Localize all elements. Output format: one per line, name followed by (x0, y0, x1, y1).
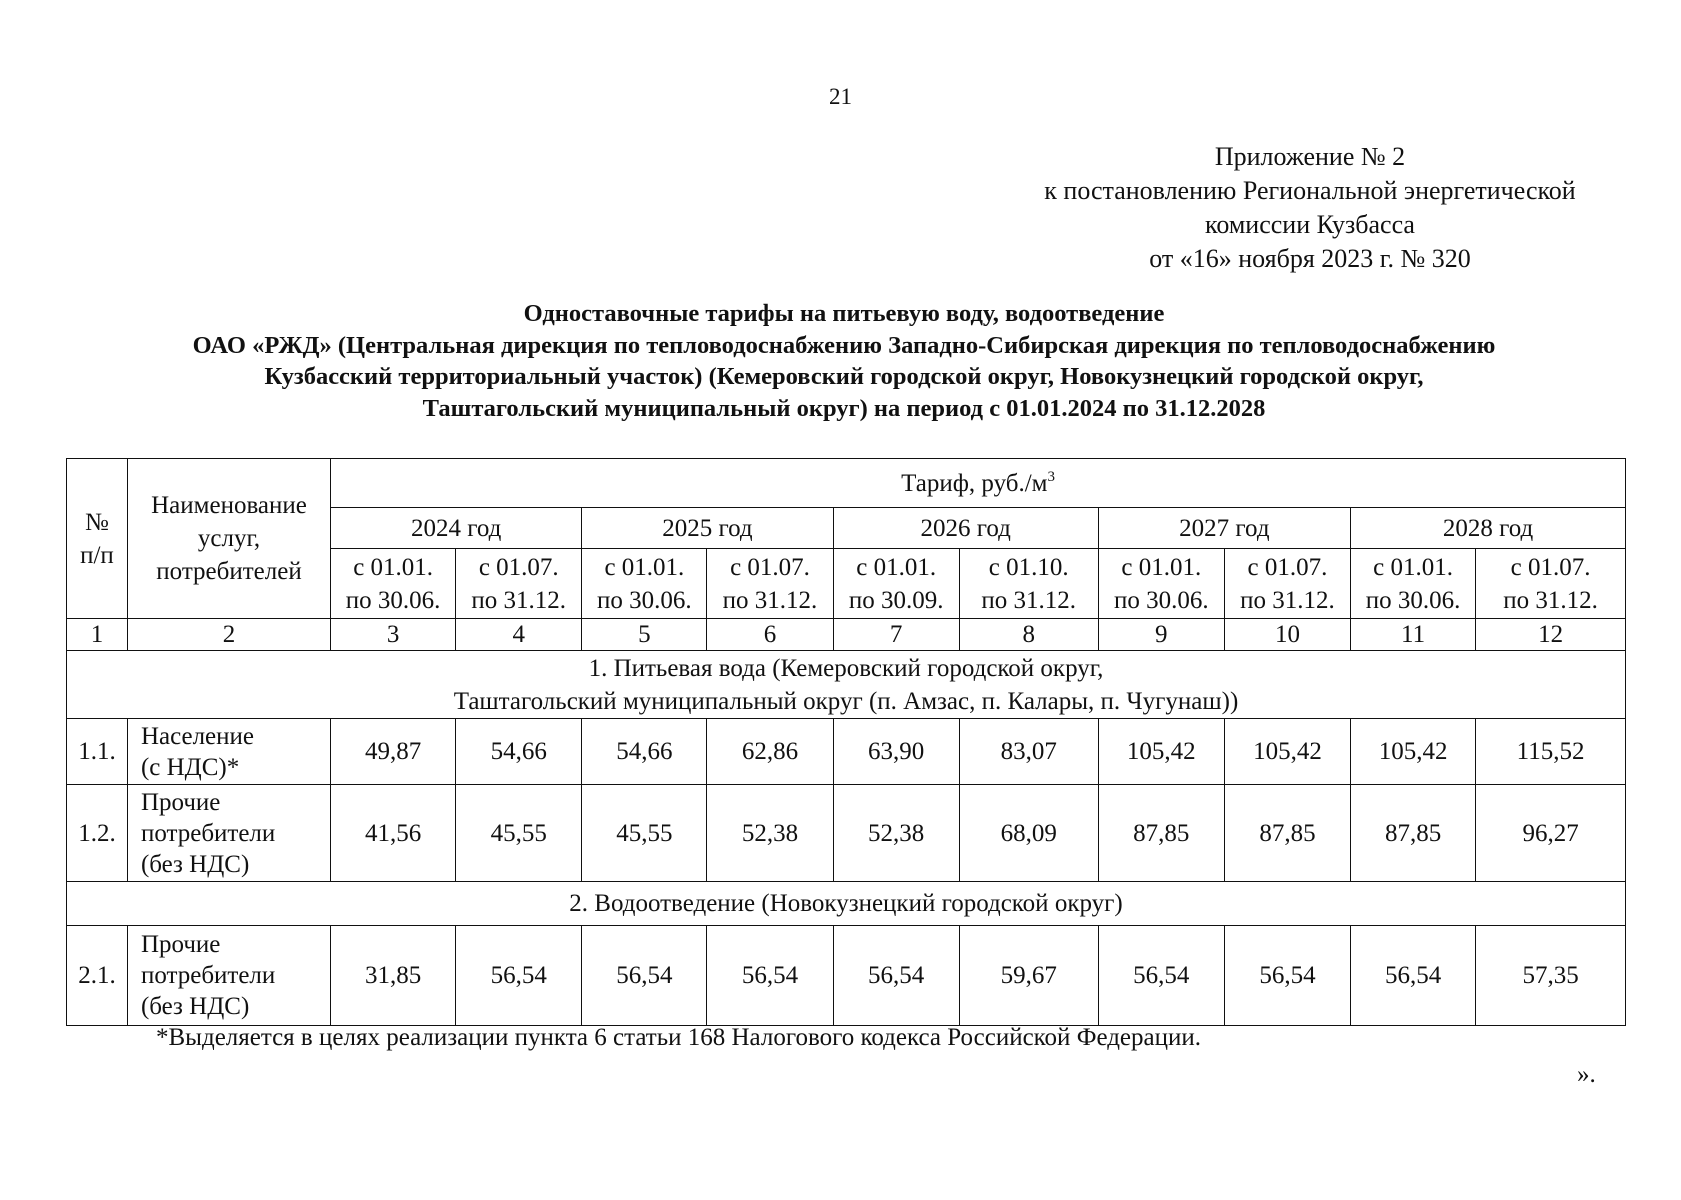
row-name-line: потребители (140, 962, 276, 989)
period-cell (833, 549, 959, 619)
column-number: 6 (707, 619, 833, 651)
title-line: Кузбасский территориальный участок) (Кемеровский городской округ, Новокузнецкий городской округ, (264, 363, 1424, 390)
tariff-value: 68,09 (959, 785, 1098, 882)
period-cell (1351, 549, 1476, 619)
period-from: с 01.01. (1121, 553, 1202, 581)
row-number: 1.2. (67, 785, 128, 882)
column-number: 8 (959, 619, 1098, 651)
header-name-line: услуг, (197, 525, 261, 552)
row-name-line: Прочие (140, 931, 221, 958)
tariff-value: 59,67 (959, 926, 1098, 1026)
header-name-line: потребителей (156, 558, 302, 585)
tariff-value: 41,56 (331, 785, 456, 882)
table-row (67, 785, 1626, 882)
row-name (127, 785, 330, 882)
header-name (127, 459, 330, 619)
tariff-label: Тариф, руб./м (901, 469, 1048, 497)
period-from: с 01.01. (604, 553, 685, 581)
column-number: 4 (456, 619, 582, 651)
column-number: 11 (1351, 619, 1476, 651)
tariff-value: 52,38 (707, 785, 833, 882)
annex-line: комиссии Кузбасса (1205, 210, 1415, 239)
column-numbers-row (67, 619, 1626, 651)
period-from: с 01.01. (1373, 553, 1453, 581)
period-to: по 31.12. (1503, 586, 1598, 614)
header-row-tariff (67, 459, 1626, 508)
period-to: по 31.12. (722, 586, 818, 614)
column-number: 12 (1476, 619, 1626, 651)
period-to: по 31.12. (1240, 586, 1335, 614)
row-number: 2.1. (67, 926, 128, 1026)
tariff-value: 49,87 (331, 719, 456, 785)
column-number: 1 (67, 619, 128, 651)
period-cell (1098, 549, 1224, 619)
period-to: по 30.06. (345, 586, 441, 614)
row-name-line: (с НДС)* (140, 753, 240, 781)
year-2024: 2024 год (331, 508, 582, 549)
column-number: 9 (1098, 619, 1224, 651)
header-num-line: п/п (80, 541, 114, 569)
document-title (60, 298, 1628, 424)
title-line: Одноставочные тарифы на питьевую воду, водоотведение (523, 300, 1165, 327)
tariff-value: 56,54 (456, 926, 582, 1026)
year-2025: 2025 год (582, 508, 833, 549)
header-num-line: № (85, 508, 109, 536)
period-to: по 30.06. (597, 586, 692, 614)
row-name-line: потребители (140, 819, 276, 847)
footnote: *Выделяется в целях реализации пункта 6 статьи 168 Налогового кодекса Российской Федерации. (156, 1024, 1202, 1051)
tariff-value: 56,54 (1098, 926, 1224, 1026)
tariff-value: 31,85 (331, 926, 456, 1026)
tariff-value: 56,54 (1224, 926, 1350, 1026)
table-row (67, 926, 1626, 1026)
period-to: по 31.12. (471, 586, 567, 614)
period-to: по 30.06. (1113, 586, 1209, 614)
period-from: с 01.07. (1247, 553, 1328, 581)
period-to: по 30.09. (848, 586, 944, 614)
column-number: 3 (331, 619, 456, 651)
row-number: 1.1. (67, 719, 128, 785)
table-row (67, 719, 1626, 785)
tariff-value: 56,54 (582, 926, 707, 1026)
annex-line: к постановлению Региональной энергетической (1044, 176, 1576, 205)
tariff-value: 45,55 (456, 785, 582, 882)
column-number: 2 (127, 619, 330, 651)
page-number: 21 (829, 84, 852, 109)
header-num (67, 459, 128, 619)
section-1-heading (67, 651, 1626, 719)
section-2-heading (67, 882, 1626, 926)
tariff-unit-superscript: 3 (1047, 468, 1055, 485)
period-cell (707, 549, 833, 619)
year-2027: 2027 год (1098, 508, 1350, 549)
column-number: 5 (582, 619, 707, 651)
tariff-value: 105,42 (1351, 719, 1476, 785)
tariff-value: 96,27 (1476, 785, 1626, 882)
row-name (127, 926, 330, 1026)
tariff-value: 63,90 (833, 719, 959, 785)
tariff-value: 54,66 (456, 719, 582, 785)
tariff-value: 105,42 (1098, 719, 1224, 785)
period-from: с 01.01. (856, 553, 937, 581)
period-cell (959, 549, 1098, 619)
tariff-value: 87,85 (1224, 785, 1350, 882)
tariff-value: 45,55 (582, 785, 707, 882)
row-name-line: Прочие (140, 788, 221, 816)
period-cell (1476, 549, 1626, 619)
title-line: Таштагольский муниципальный округ) на период с 01.01.2024 по 31.12.2028 (422, 394, 1266, 422)
column-number: 10 (1224, 619, 1350, 651)
year-2028: 2028 год (1351, 508, 1626, 549)
tariff-value: 56,54 (707, 926, 833, 1026)
tariff-value: 52,38 (833, 785, 959, 882)
tariff-value: 87,85 (1351, 785, 1476, 882)
column-number: 7 (833, 619, 959, 651)
period-from: с 01.01. (353, 553, 434, 581)
tariff-value: 62,86 (707, 719, 833, 785)
annex-block (1000, 140, 1620, 276)
tariff-value: 115,52 (1476, 719, 1626, 785)
tariff-table (66, 458, 1626, 1026)
tariff-value: 56,54 (1351, 926, 1476, 1026)
tariff-value: 87,85 (1098, 785, 1224, 882)
title-line: ОАО «РЖД» (Центральная дирекция по тепловодоснабжению Западно-Сибирская дирекция по тепловодоснабжению (192, 331, 1496, 359)
tariff-value: 54,66 (582, 719, 707, 785)
section-2-row (67, 882, 1626, 926)
row-name (127, 719, 330, 785)
period-cell (331, 549, 456, 619)
annex-line: Приложение № 2 (1214, 142, 1406, 171)
period-from: с 01.07. (1510, 553, 1591, 581)
year-2026: 2026 год (833, 508, 1098, 549)
period-from: с 01.07. (730, 553, 810, 581)
period-to: по 30.06. (1365, 586, 1461, 614)
row-name-line: Население (140, 722, 255, 750)
tariff-value: 105,42 (1224, 719, 1350, 785)
section-1-row (67, 651, 1626, 719)
period-cell (582, 549, 707, 619)
section-1-line: Таштагольский муниципальный округ (п. Амзас, п. Калары, п. Чугунаш)) (453, 687, 1239, 715)
period-cell (456, 549, 582, 619)
tariff-value: 83,07 (959, 719, 1098, 785)
period-cell (1224, 549, 1350, 619)
row-name-line: (без НДС) (140, 993, 250, 1020)
tariff-value: 57,35 (1476, 926, 1626, 1026)
tariff-value: 56,54 (833, 926, 959, 1026)
header-name-line: Наименование (151, 492, 307, 519)
period-from: с 01.07. (478, 553, 559, 581)
header-tariff (331, 459, 1626, 508)
annex-line: от «16» ноября 2023 г. № 320 (1149, 244, 1471, 273)
closing-quote: ». (1577, 1061, 1596, 1088)
row-name-line: (без НДС) (140, 850, 250, 878)
period-from: с 01.10. (988, 553, 1069, 581)
period-to: по 31.12. (981, 586, 1077, 614)
section-1-line: 1. Питьевая вода (Кемеровский городской округ, (588, 654, 1104, 682)
section-2-line: 2. Водоотведение (Новокузнецкий городской округ) (569, 890, 1123, 917)
